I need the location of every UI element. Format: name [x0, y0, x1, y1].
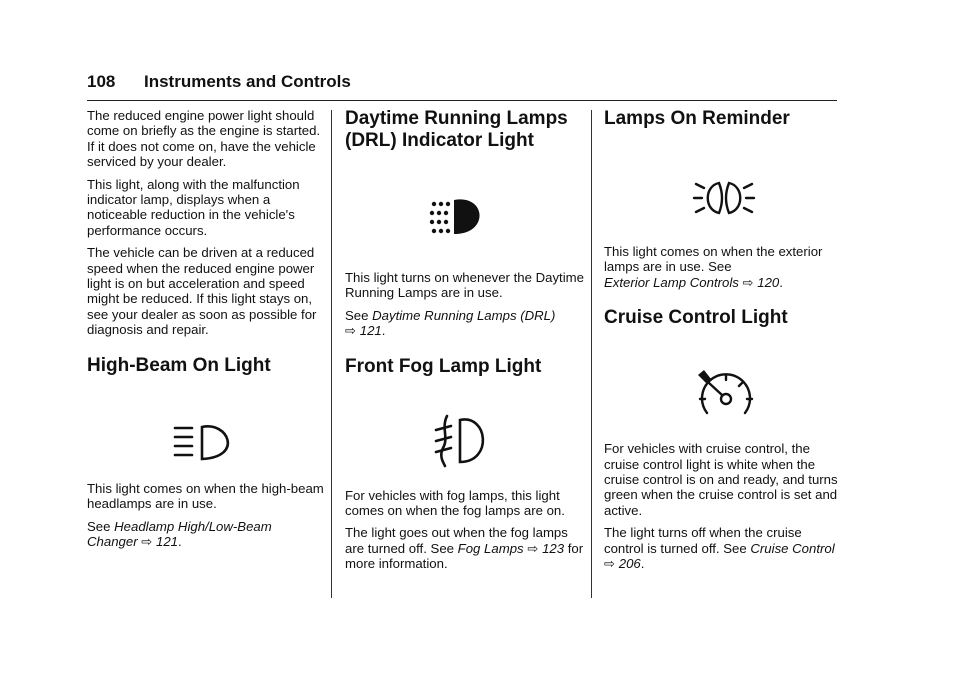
section-heading: Front Fog Lamp Light — [345, 355, 542, 377]
reference-paragraph: This light comes on when the exterior lamps are in use. See Exterior Lamp Controls ⇨ 120. — [604, 244, 823, 290]
paragraph: For vehicles with cruise control, the cruise control light is white when the cruise control is on and ready, and turns green when the cruise control is set and active. — [604, 441, 838, 518]
reference-paragraph: The light turns off when the cruise control is turned off. See Cruise Control ⇨ 206. — [604, 525, 835, 572]
cross-reference-link[interactable]: Daytime Running Lamps (DRL) — [372, 307, 556, 323]
column-right — [604, 108, 844, 578]
page-reference[interactable]: 123 — [542, 540, 565, 556]
section-heading: Cruise Control Light — [604, 307, 788, 329]
page-reference[interactable]: 206 — [618, 556, 641, 572]
paragraph: The reduced engine power light should come on briefly as the engine is started. If it does not come on, have the vehicle serviced by your dealer. — [87, 108, 321, 170]
page-number: 108 — [87, 72, 116, 91]
arrow-icon: ⇨ — [742, 274, 754, 290]
reference-paragraph: See Daytime Running Lamps (DRL) ⇨ 121. — [345, 307, 556, 339]
paragraph: For vehicles with fog lamps, this light comes on when the fog lamps are on. — [345, 487, 565, 519]
drl-indicator-icon — [428, 196, 494, 236]
high-beam-icon — [172, 423, 238, 463]
column-divider — [591, 110, 592, 598]
cross-reference-link[interactable]: Fog Lamps — [457, 540, 524, 556]
section-title: Instruments and Controls — [144, 72, 351, 91]
paragraph: This light comes on when the high-beam headlamps are in use. — [87, 480, 324, 512]
section-heading: Lamps On Reminder — [604, 108, 790, 129]
reference-paragraph: See Headlamp High/Low-Beam Changer ⇨ 121. — [87, 518, 272, 549]
column-divider — [331, 110, 332, 598]
column-left — [87, 108, 325, 556]
section-heading: High-Beam On Light — [87, 354, 271, 376]
section-heading: Daytime Running Lamps (DRL) Indicator Light — [345, 108, 568, 151]
cross-reference-link[interactable]: Cruise Control — [750, 540, 835, 556]
arrow-icon: ⇨ — [141, 533, 153, 549]
cross-reference-link[interactable]: Exterior Lamp Controls — [604, 274, 739, 290]
page-header — [87, 70, 837, 101]
paragraph: This light turns on whenever the Daytime Running Lamps are in use. — [345, 270, 584, 301]
lamps-on-reminder-icon — [692, 176, 756, 220]
paragraph: The vehicle can be driven at a reduced speed when the reduced engine power light is on but acceleration and speed might be reduced. If this light stays on, see your dealer as soon as possible for diagnosis and repair. — [87, 245, 317, 338]
page-reference[interactable]: 121 — [156, 533, 179, 549]
column-middle — [345, 108, 585, 579]
arrow-icon: ⇨ — [604, 556, 616, 572]
cruise-control-icon — [696, 369, 756, 421]
cross-reference-link[interactable]: Headlamp High/Low-Beam Changer — [87, 518, 272, 549]
paragraph: This light, along with the malfunction indicator lamp, displays when a noticeable reduction in the vehicle's performance occurs. — [87, 176, 300, 238]
reference-paragraph: The light goes out when the fog lamps are turned off. See Fog Lamps ⇨ 123 for more information. — [345, 525, 584, 572]
page-reference[interactable]: 121 — [359, 323, 382, 339]
page-reference[interactable]: 120 — [757, 274, 780, 290]
arrow-icon: ⇨ — [345, 323, 357, 339]
front-fog-lamp-icon — [433, 414, 489, 468]
arrow-icon: ⇨ — [527, 540, 539, 556]
